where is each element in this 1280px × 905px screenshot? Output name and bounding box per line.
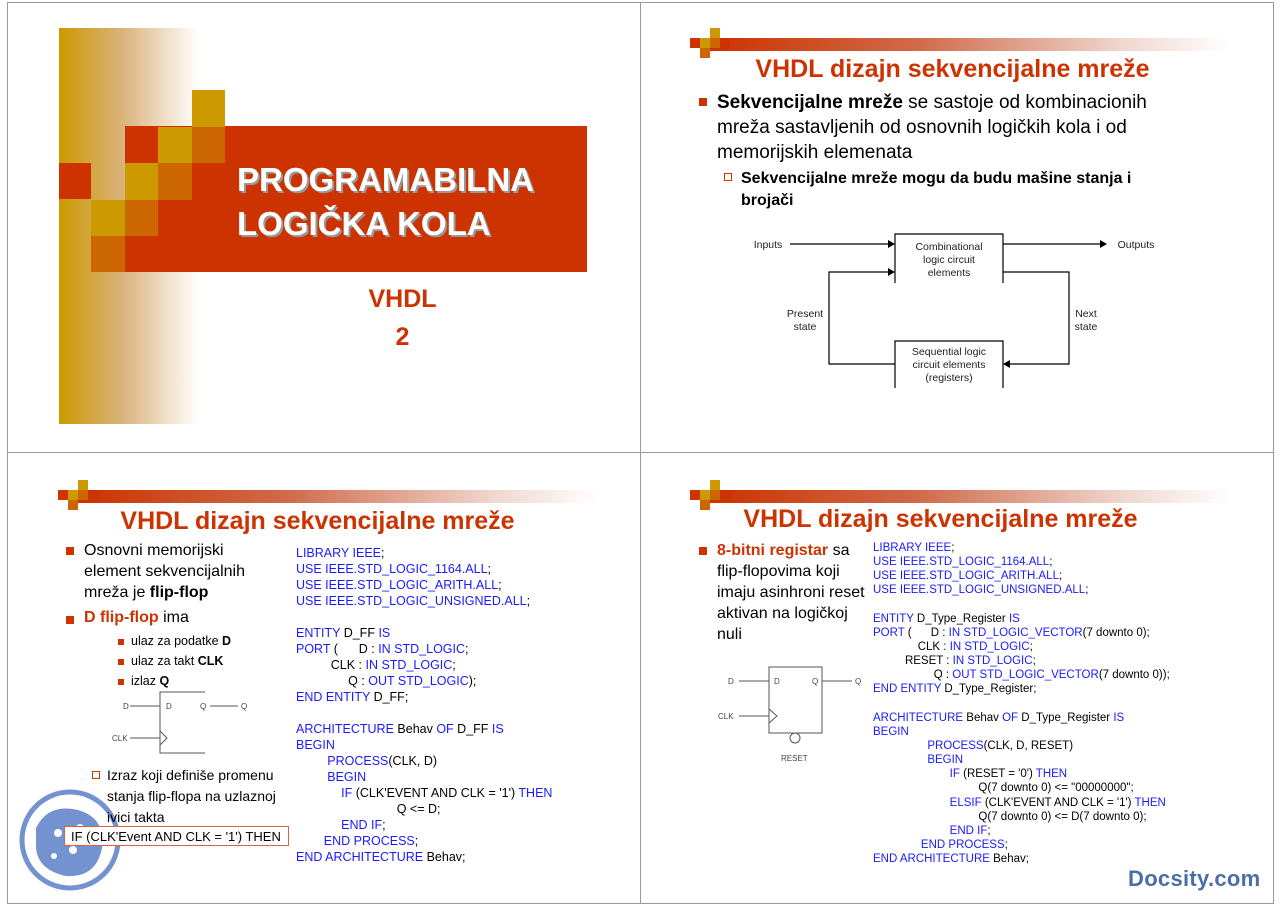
code-keyword: END IF [873,824,988,837]
slide-title: VHDL dizajn sekvencijalne mreže [120,507,515,535]
deco-square [192,127,225,163]
code-line [296,578,552,594]
deco-square [720,38,730,50]
bullet-text [84,609,189,627]
deco-square [158,127,192,163]
code-line [873,556,1170,570]
slide-title: VHDL dizajn sekvencijalne mreže [755,55,1150,83]
code-keyword: OUT STD_LOGIC [368,674,469,688]
bullet-rest: se sastoje od kombinacionih mreža sastavljenih od osnovnih logičkih kola i od memorijskih elemenata [717,92,1147,163]
code-line [296,722,552,738]
hollow-bullet-text: Izraz koji definiše promenu stanja flip-flopa na uzlaznoj ivici takta [107,767,276,825]
code-text: D_FF [457,722,492,736]
vhdl-code-dff [296,546,552,866]
next-state-label: state [1074,321,1098,333]
code-text: ; [452,658,456,672]
inputs-label: Inputs [753,239,783,251]
header-gradient-bar [710,38,1230,51]
code-line [296,690,552,706]
code-keyword: IS [378,626,391,640]
code-text: Behav; [426,850,466,864]
seq-label: Sequential logic [911,346,987,358]
code-keyword: IS [1008,612,1020,625]
arrow-icon [888,268,895,276]
code-text: ; [465,642,469,656]
code-line [296,802,552,818]
code-text: (7 downto 0); [1082,626,1150,639]
code-keyword: IN STD_LOGIC [949,640,1030,653]
hollow-bullet-icon [724,173,732,181]
code-text: D_FF [343,626,379,640]
code-text: ( D : [333,642,379,656]
bullet-rest: sa flip-flopovima koji imaju asinhroni reset aktivan na logičkoj nuli [717,542,865,643]
code-text: (RESET = '0') [963,768,1036,781]
expression-box: IF (CLK'Event AND CLK = '1') THEN [64,826,289,846]
deco-square [700,490,710,500]
code-text: ; [1049,556,1053,569]
code-line [296,594,552,610]
code-keyword: PROCESS [873,739,984,752]
code-line [873,683,1170,697]
bullet-text [84,540,274,603]
code-text: ; [414,834,419,848]
present-state-label: state [793,321,817,333]
code-keyword: BEGIN [873,725,909,738]
code-text: D_Type_Register; [944,683,1037,696]
code-line [873,613,1170,627]
sequential-circuit-diagram [690,225,1170,395]
bold-term: Sekvencijalne mreže [717,92,903,113]
bullet-icon [66,547,74,555]
code-text: ; [951,542,955,554]
register-diagram [720,665,870,770]
code-line [873,853,1170,867]
code-line [296,754,552,770]
code-keyword: USE IEEE.STD_LOGIC_UNSIGNED.ALL [296,594,527,608]
code-keyword: END PROCESS [296,834,415,848]
code-keyword: PROCESS [296,754,389,768]
code-text: ; [498,578,502,592]
vhdl-code-register [873,542,1170,867]
sub-bullet-item [131,634,231,648]
deco-square [91,236,125,272]
d-input-label: D [123,702,129,711]
sub-bullet-bold: Q [159,674,170,688]
arrow-icon [1100,240,1107,248]
code-line [296,738,552,754]
seq-label: (registers) [925,372,973,384]
header-gradient-bar [78,490,600,503]
code-text: ( D : [907,626,949,639]
code-keyword: USE IEEE.STD_LOGIC_UNSIGNED.ALL [873,584,1086,597]
deco-square [125,163,158,200]
present-state-label: Present [786,308,824,320]
deco-square [710,490,720,500]
code-line [873,712,1170,726]
deco-square [700,38,710,48]
code-text: ; [1004,838,1008,851]
code-keyword: ENTITY [873,612,917,625]
bullet-text-part: Osnovni memorijski element sekvencijalnih mreža je [84,542,245,601]
code-text: RESET : [873,655,953,668]
sub-bullet-icon [118,679,124,685]
deco-square [68,500,78,510]
deco-square [690,490,700,500]
code-line [873,542,1170,556]
code-keyword: IS [1113,711,1125,724]
code-line [296,850,552,866]
clk-label: CLK [112,734,128,743]
code-text: ; [1058,570,1063,583]
code-keyword: PORT [873,626,908,639]
subtitle [330,280,475,356]
code-line [296,546,552,562]
code-text: ; [381,546,385,560]
deco-square [700,500,710,510]
code-keyword: OF [1002,711,1022,724]
code-keyword: END PROCESS [873,838,1005,851]
deco-square [690,38,700,48]
code-text: (CLK, D) [388,754,438,768]
deco-square [158,163,192,200]
code-line [296,706,552,722]
code-line [873,768,1170,782]
code-line [873,726,1170,740]
code-text: Q <= D; [296,802,441,816]
code-line [296,626,552,642]
bullet-icon [699,98,707,106]
deco-square [78,480,88,490]
code-text: CLK : [296,658,366,672]
d-pin-label: D [774,677,780,686]
code-line [873,782,1170,796]
comb-label: Combinational [915,241,983,253]
code-keyword: IN STD_LOGIC [378,642,466,656]
code-keyword: END ARCHITECTURE [296,850,427,864]
code-keyword: USE IEEE.STD_LOGIC_1164.ALL [296,562,488,576]
code-text: Q(7 downto 0) <= "00000000"; [873,782,1134,795]
bullet-rest: ima [158,609,189,626]
q-output-label: Q [241,702,248,711]
code-text: Q : [296,674,369,688]
code-keyword: BEGIN [873,754,964,767]
title-line-1: PROGRAMABILNA [237,161,534,198]
q-pin-label: Q [200,702,207,711]
hollow-bullet-icon [92,771,100,779]
subtitle-number: 2 [395,323,410,351]
code-keyword: IS [491,722,504,736]
code-keyword: ARCHITECTURE [873,711,967,724]
deco-square [192,90,225,127]
code-text: ; [987,824,991,837]
code-keyword: END ENTITY [296,690,374,704]
code-line [873,627,1170,641]
code-text: ; [1032,655,1036,668]
code-keyword: LIBRARY IEEE [296,546,381,560]
code-text: D_FF; [373,690,409,704]
code-text: ; [1029,640,1033,653]
seq-label: circuit elements [912,359,986,371]
code-keyword: USE IEEE.STD_LOGIC_ARITH.ALL [296,578,499,592]
code-text: CLK : [873,640,950,653]
flip-flop-diagram [110,690,260,755]
code-line [873,584,1170,598]
code-text: (CLK'EVENT AND CLK = '1') [355,786,519,800]
sub-bullet-text: Sekvencijalne mreže mogu da budu mašine stanja i brojači [741,170,1132,209]
code-keyword: IN STD_LOGIC_VECTOR [948,626,1083,639]
title-line-2: LOGIČKA KOLA [237,205,491,242]
code-line [873,655,1170,669]
arrow-icon [1003,360,1010,368]
code-text: (7 downto 0)); [1098,669,1170,682]
code-line [296,818,552,834]
code-line [873,825,1170,839]
code-line [873,570,1170,584]
deco-square [68,490,78,500]
code-text: ; [487,562,492,576]
code-line [873,839,1170,853]
code-keyword: ELSIF [873,796,985,809]
main-title [237,158,534,246]
code-text: Q(7 downto 0) <= D(7 downto 0); [873,810,1147,823]
deco-square [710,28,720,38]
reset-label: RESET [781,754,808,763]
sub-bullet-item [131,674,169,688]
sub-bullet-icon [118,659,124,665]
deco-square [125,200,158,236]
code-text: (CLK, D, RESET) [983,739,1074,752]
code-text: ; [526,594,531,608]
code-keyword: IF [296,786,356,800]
sub-bullet-text: izlaz [131,674,160,688]
code-keyword: OUT STD_LOGIC_VECTOR [952,669,1099,682]
deco-square [78,490,88,500]
code-text: ; [1085,584,1089,597]
clk-label: CLK [718,712,734,721]
code-keyword: THEN [1134,796,1166,809]
code-line [873,754,1170,768]
next-state-label: Next [1075,308,1097,320]
d-input-label: D [728,677,734,686]
bullet-text [717,90,1197,165]
bullet-icon [699,547,707,555]
code-keyword: BEGIN [296,770,367,784]
sub-bullet-text: ulaz za takt [131,654,198,668]
code-line [296,658,552,674]
code-line [873,599,1170,613]
deco-square [59,163,91,199]
code-keyword: IN STD_LOGIC [952,655,1033,668]
code-text: ); [468,674,477,688]
code-keyword: ARCHITECTURE [296,722,398,736]
code-keyword: THEN [518,786,553,800]
code-text: Behav [397,722,437,736]
code-text: ; [382,818,386,832]
deco-square [720,490,730,502]
code-text: D_Type_Register [1021,711,1114,724]
code-keyword: PORT [296,642,334,656]
code-keyword: USE IEEE.STD_LOGIC_ARITH.ALL [873,570,1059,583]
arrow-icon [888,240,895,248]
bullet-icon [66,616,74,624]
code-line [873,797,1170,811]
code-line [296,610,552,626]
subtitle-vhdl: VHDL [368,285,437,313]
slide-title: VHDL dizajn sekvencijalne mreže [743,505,1138,533]
code-line [873,811,1170,825]
d-pin-label: D [166,702,172,711]
code-keyword: END ENTITY [873,683,945,696]
code-line [296,786,552,802]
deco-square [710,38,720,48]
code-keyword: USE IEEE.STD_LOGIC_1164.ALL [873,556,1050,569]
red-term: 8-bitni registar [717,542,829,559]
code-line [296,770,552,786]
code-line [296,562,552,578]
q-pin-label: Q [812,677,819,686]
code-line [296,834,552,850]
red-term: D flip-flop [84,609,159,626]
code-keyword: IF [873,768,964,781]
deco-square [700,48,710,58]
bold-term: flip-flop [149,584,209,601]
code-text: D_Type_Register [916,612,1009,625]
sub-bullet-bold: CLK [197,654,224,668]
code-text: Behav [966,711,1003,724]
code-keyword: THEN [1035,768,1068,781]
deco-square [58,490,68,500]
code-keyword: ENTITY [296,626,344,640]
code-keyword: END ARCHITECTURE [873,853,994,866]
code-text: Behav; [993,853,1029,866]
code-line [296,674,552,690]
code-keyword: END IF [296,818,383,832]
code-keyword: IN STD_LOGIC [365,658,453,672]
deco-square [88,490,98,502]
code-line [873,698,1170,712]
code-line [296,642,552,658]
comb-label: elements [927,267,971,279]
sub-bullet-bold: D [222,634,232,648]
outputs-label: Outputs [1117,239,1155,251]
code-text: Q : [873,669,953,682]
comb-label: logic circuit [923,254,975,266]
code-line [873,740,1170,754]
sub-bullet-item [131,654,223,668]
q-output-label: Q [855,677,862,686]
deco-square [710,480,720,490]
code-line [873,641,1170,655]
code-text: (CLK'EVENT AND CLK = '1') [984,796,1135,809]
code-line [873,669,1170,683]
sub-bullet-icon [118,639,124,645]
header-gradient-bar [710,490,1230,503]
code-keyword: LIBRARY IEEE [873,542,952,554]
code-keyword: BEGIN [296,738,335,752]
code-keyword: OF [436,722,458,736]
docsity-brand: Docsity.com [1128,866,1261,891]
sub-bullet-text: ulaz za podatke [131,634,223,648]
bullet-text [717,540,867,645]
deco-square [91,200,125,236]
